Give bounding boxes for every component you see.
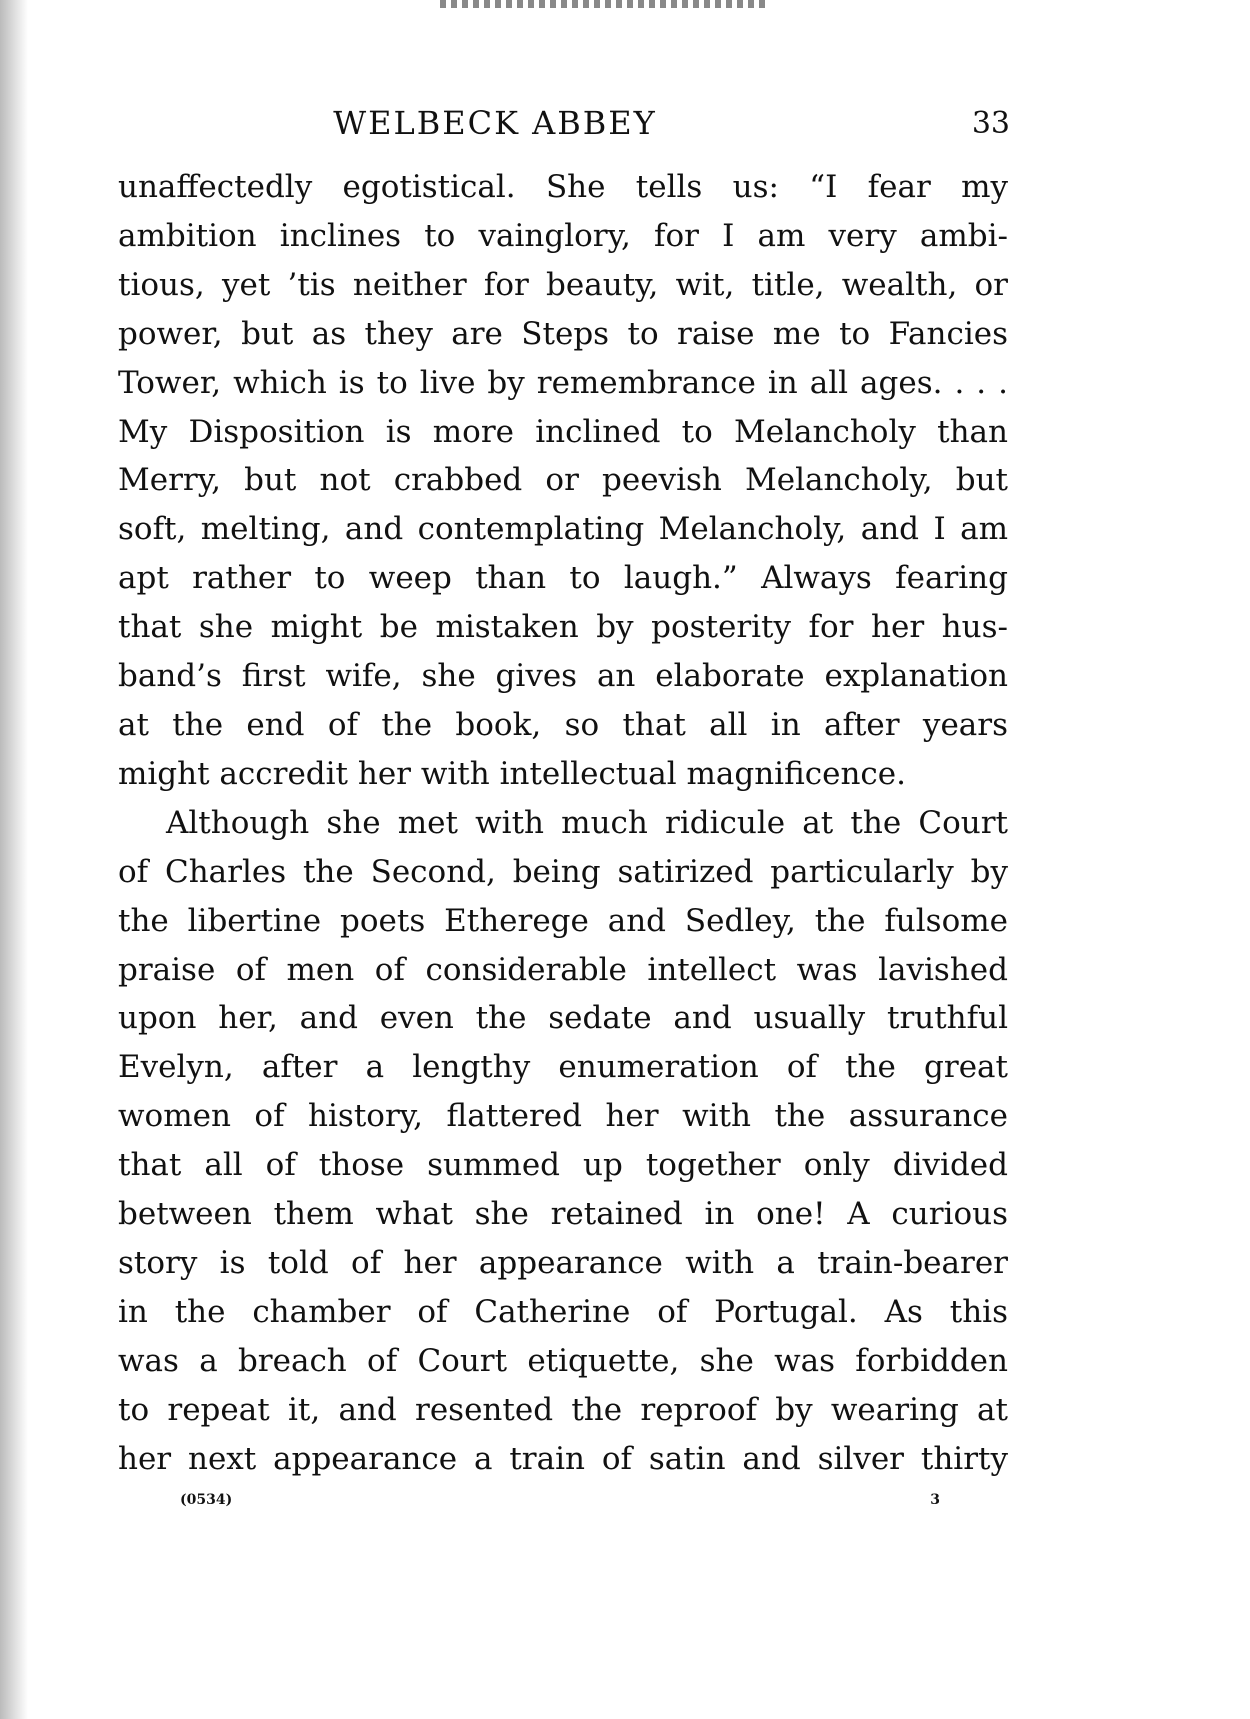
text-line: was a breach of Court etiquette, she was forbidden — [118, 1342, 1008, 1379]
text-line: her next appearance a train of satin and silver thirty — [118, 1440, 1008, 1477]
text-line: soft, melting, and contemplating Melancholy, and I am — [118, 511, 1008, 548]
text-line: ambition inclines to vainglory, for I am very ambi- — [118, 217, 1008, 254]
body-text — [118, 163, 1008, 1483]
text-line: in the chamber of Catherine of Portugal. As this — [118, 1293, 1008, 1330]
paragraph-1 — [118, 163, 1008, 799]
text-line: power, but as they are Steps to raise me to Fancies — [118, 315, 1008, 352]
text-line: that she might be mistaken by posterity for her hus- — [118, 609, 1008, 646]
page-number: 33 — [971, 106, 1010, 141]
text-line: to repeat it, and resented the reproof by wearing at — [118, 1391, 1008, 1428]
text-line: that all of those summed up together only divided — [118, 1147, 1008, 1184]
text-line: at the end of the book, so that all in after years — [118, 706, 1008, 743]
text-line: story is told of her appearance with a train-bearer — [118, 1244, 1008, 1281]
text-line: between them what she retained in one! A curious — [118, 1196, 1008, 1233]
text-line: My Disposition is more inclined to Melancholy than — [118, 413, 1008, 450]
text-line: Tower, which is to live by remembrance in all ages. . . . — [118, 364, 1008, 401]
text-line: upon her, and even the sedate and usually truthful — [118, 1000, 1008, 1037]
text-line: Evelyn, after a lengthy enumeration of the great — [118, 1049, 1008, 1086]
text-line: of Charles the Second, being satirized particularly by — [118, 853, 1008, 890]
text-line: the libertine poets Etherege and Sedley, the fulsome — [118, 902, 1008, 939]
running-head-title: WELBECK ABBEY — [333, 104, 657, 142]
running-head — [120, 104, 1010, 154]
scan-artifact-top — [440, 0, 770, 8]
paragraph-2 — [118, 799, 1008, 1484]
print-code: (0534) — [180, 1492, 233, 1508]
text-line: might accredit her with intellectual magnificence. — [118, 755, 906, 792]
signature-mark: 3 — [930, 1492, 940, 1508]
binding-gutter-shadow — [0, 0, 28, 1719]
text-line: women of history, flattered her with the assurance — [118, 1098, 1008, 1135]
text-line: praise of men of considerable intellect was lavished — [118, 951, 1008, 988]
text-line: apt rather to weep than to laugh.” Always fearing — [118, 560, 1008, 597]
text-line: unaffectedly egotistical. She tells us: “I fear my — [118, 169, 1008, 205]
text-line: Merry, but not crabbed or peevish Melancholy, but — [118, 462, 1008, 499]
text-line: tious, yet ’tis neither for beauty, wit, title, wealth, or — [118, 266, 1008, 303]
text-line: band’s first wife, she gives an elaborate explanation — [118, 658, 1008, 695]
footer-signature-row — [180, 1492, 940, 1512]
text-line: Although she met with much ridicule at the Court — [166, 804, 1008, 841]
